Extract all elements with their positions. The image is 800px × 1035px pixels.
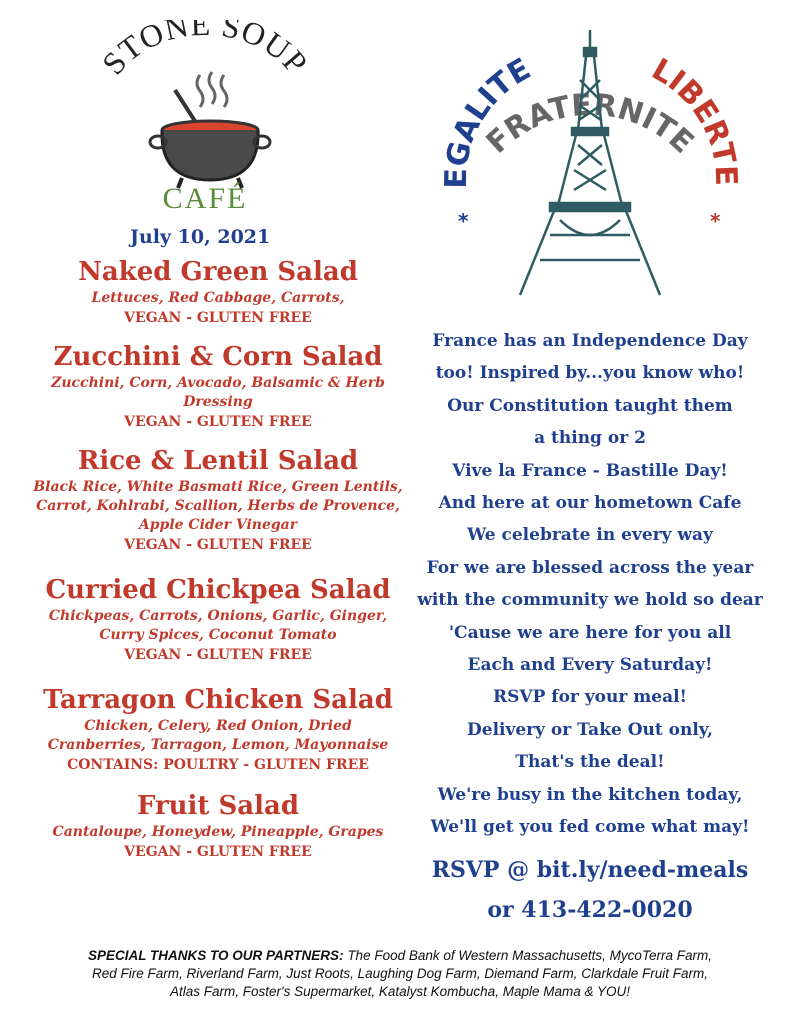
poem-line: a thing or 2 [534,428,646,449]
poem-line: Each and Every Saturday! [467,655,713,676]
menu-item-description: Cranberries, Tarragon, Lemon, Mayonnaise [47,737,389,753]
menu-item-description: Carrot, Kohlrabi, Scallion, Herbs de Provence, [36,498,400,514]
poem-line: We're busy in the kitchen today, [437,784,743,805]
logo-bottom-text: CAFÉ [162,182,248,215]
menu-item-description: Chicken, Celery, Red Onion, Dried [84,718,352,734]
liberte-text: LIBERTE [645,51,740,187]
menu-item-title: Zucchini & Corn Salad [53,342,383,372]
menu-item-description: Zucchini, Corn, Avocado, Balsamic & Herb [51,375,385,391]
thanks-line: Atlas Farm, Foster's Supermarket, Katalyst Kombucha, Maple Mama & YOU! [170,984,630,999]
poem-line: We'll get you fed come what may! [430,817,750,838]
menu-list [18,255,418,862]
poem-line: 'Cause we are here for you all [448,622,732,643]
menu-item [18,340,418,432]
poem-line: That's the deal! [515,752,665,773]
menu-item [18,444,418,555]
menu-item-tag: CONTAINS: POULTRY - GLUTEN FREE [67,757,369,773]
menu-date: July 10, 2021 [130,226,271,248]
menu-item-title: Tarragon Chicken Salad [43,685,393,715]
menu-item-description: Apple Cider Vinegar [138,517,298,533]
menu-item-description: Chickpeas, Carrots, Onions, Garlic, Ginger, [48,608,388,624]
menu-item-title: Naked Green Salad [78,257,358,287]
poem-line: France has an Independence Day [432,331,748,351]
menu-item-tag: VEGAN - GLUTEN FREE [124,310,312,326]
eiffel-tower-emblem [440,20,740,320]
menu-item-title: Curried Chickpea Salad [45,575,391,605]
menu-item [18,573,418,665]
poem-line: Delivery or Take Out only, [467,719,713,740]
star-right: * [710,209,721,233]
poem-line: And here at our hometown Cafe [438,493,742,514]
poem-line: Vive la France - Bastille Day! [452,460,728,481]
menu-item-tag: VEGAN - GLUTEN FREE [124,844,312,860]
poem-line: RSVP for your meal! [492,687,687,708]
poem-line: For we are blessed across the year [426,557,754,578]
poem-block [400,325,780,930]
menu-item-description: Lettuces, Red Cabbage, Carrots, [91,290,345,306]
menu-item-description: Cantaloupe, Honeydew, Pineapple, Grapes [52,824,384,840]
menu-item [18,789,418,862]
svg-text:STONE SOUP [95,20,316,81]
menu-item-description: Curry Spices, Coconut Tomato [99,627,337,643]
thanks-line: Red Fire Farm, Riverland Farm, Just Roots, Laughing Dog Farm, Diemand Farm, Clarkdale Fruit Farm, [92,966,708,981]
poem-line: Our Constitution taught them [447,395,733,416]
menu-item [18,683,418,775]
thanks-line: The Food Bank of Western Massachusetts, MycoTerra Farm, [343,948,712,963]
menu-item [18,255,418,328]
egalite-text: EGALITE [440,51,537,189]
soup-pot-icon [90,20,320,190]
menu-item-description: Dressing [183,394,253,410]
thanks-label: SPECIAL THANKS TO OUR PARTNERS: [88,948,344,963]
rsvp-link-text: RSVP @ bit.ly/need-meals [431,856,749,883]
partners-thanks [30,947,770,1001]
fraternite-text: FRATERNITE [479,87,701,161]
stone-soup-logo [90,20,320,220]
rsvp-phone-text: or 413-422-0020 [487,896,693,923]
poem-line: with the community we hold so dear [417,590,763,611]
star-left: * [458,209,469,233]
logo-top-text: STONE SOUP [94,20,316,82]
eiffel-tower-icon [440,20,740,320]
poem-line: too! Inspired by...you know who! [435,363,745,384]
poem-line: We celebrate in every way [467,525,713,546]
menu-item-tag: VEGAN - GLUTEN FREE [124,414,312,430]
menu-item-tag: VEGAN - GLUTEN FREE [124,647,312,663]
svg-text:FRATERNITE [480,88,701,161]
menu-item-tag: VEGAN - GLUTEN FREE [124,537,312,553]
menu-item-title: Fruit Salad [136,791,300,821]
menu-item-description: Black Rice, White Basmati Rice, Green Lentils, [33,479,403,495]
menu-item-title: Rice & Lentil Salad [77,446,359,476]
